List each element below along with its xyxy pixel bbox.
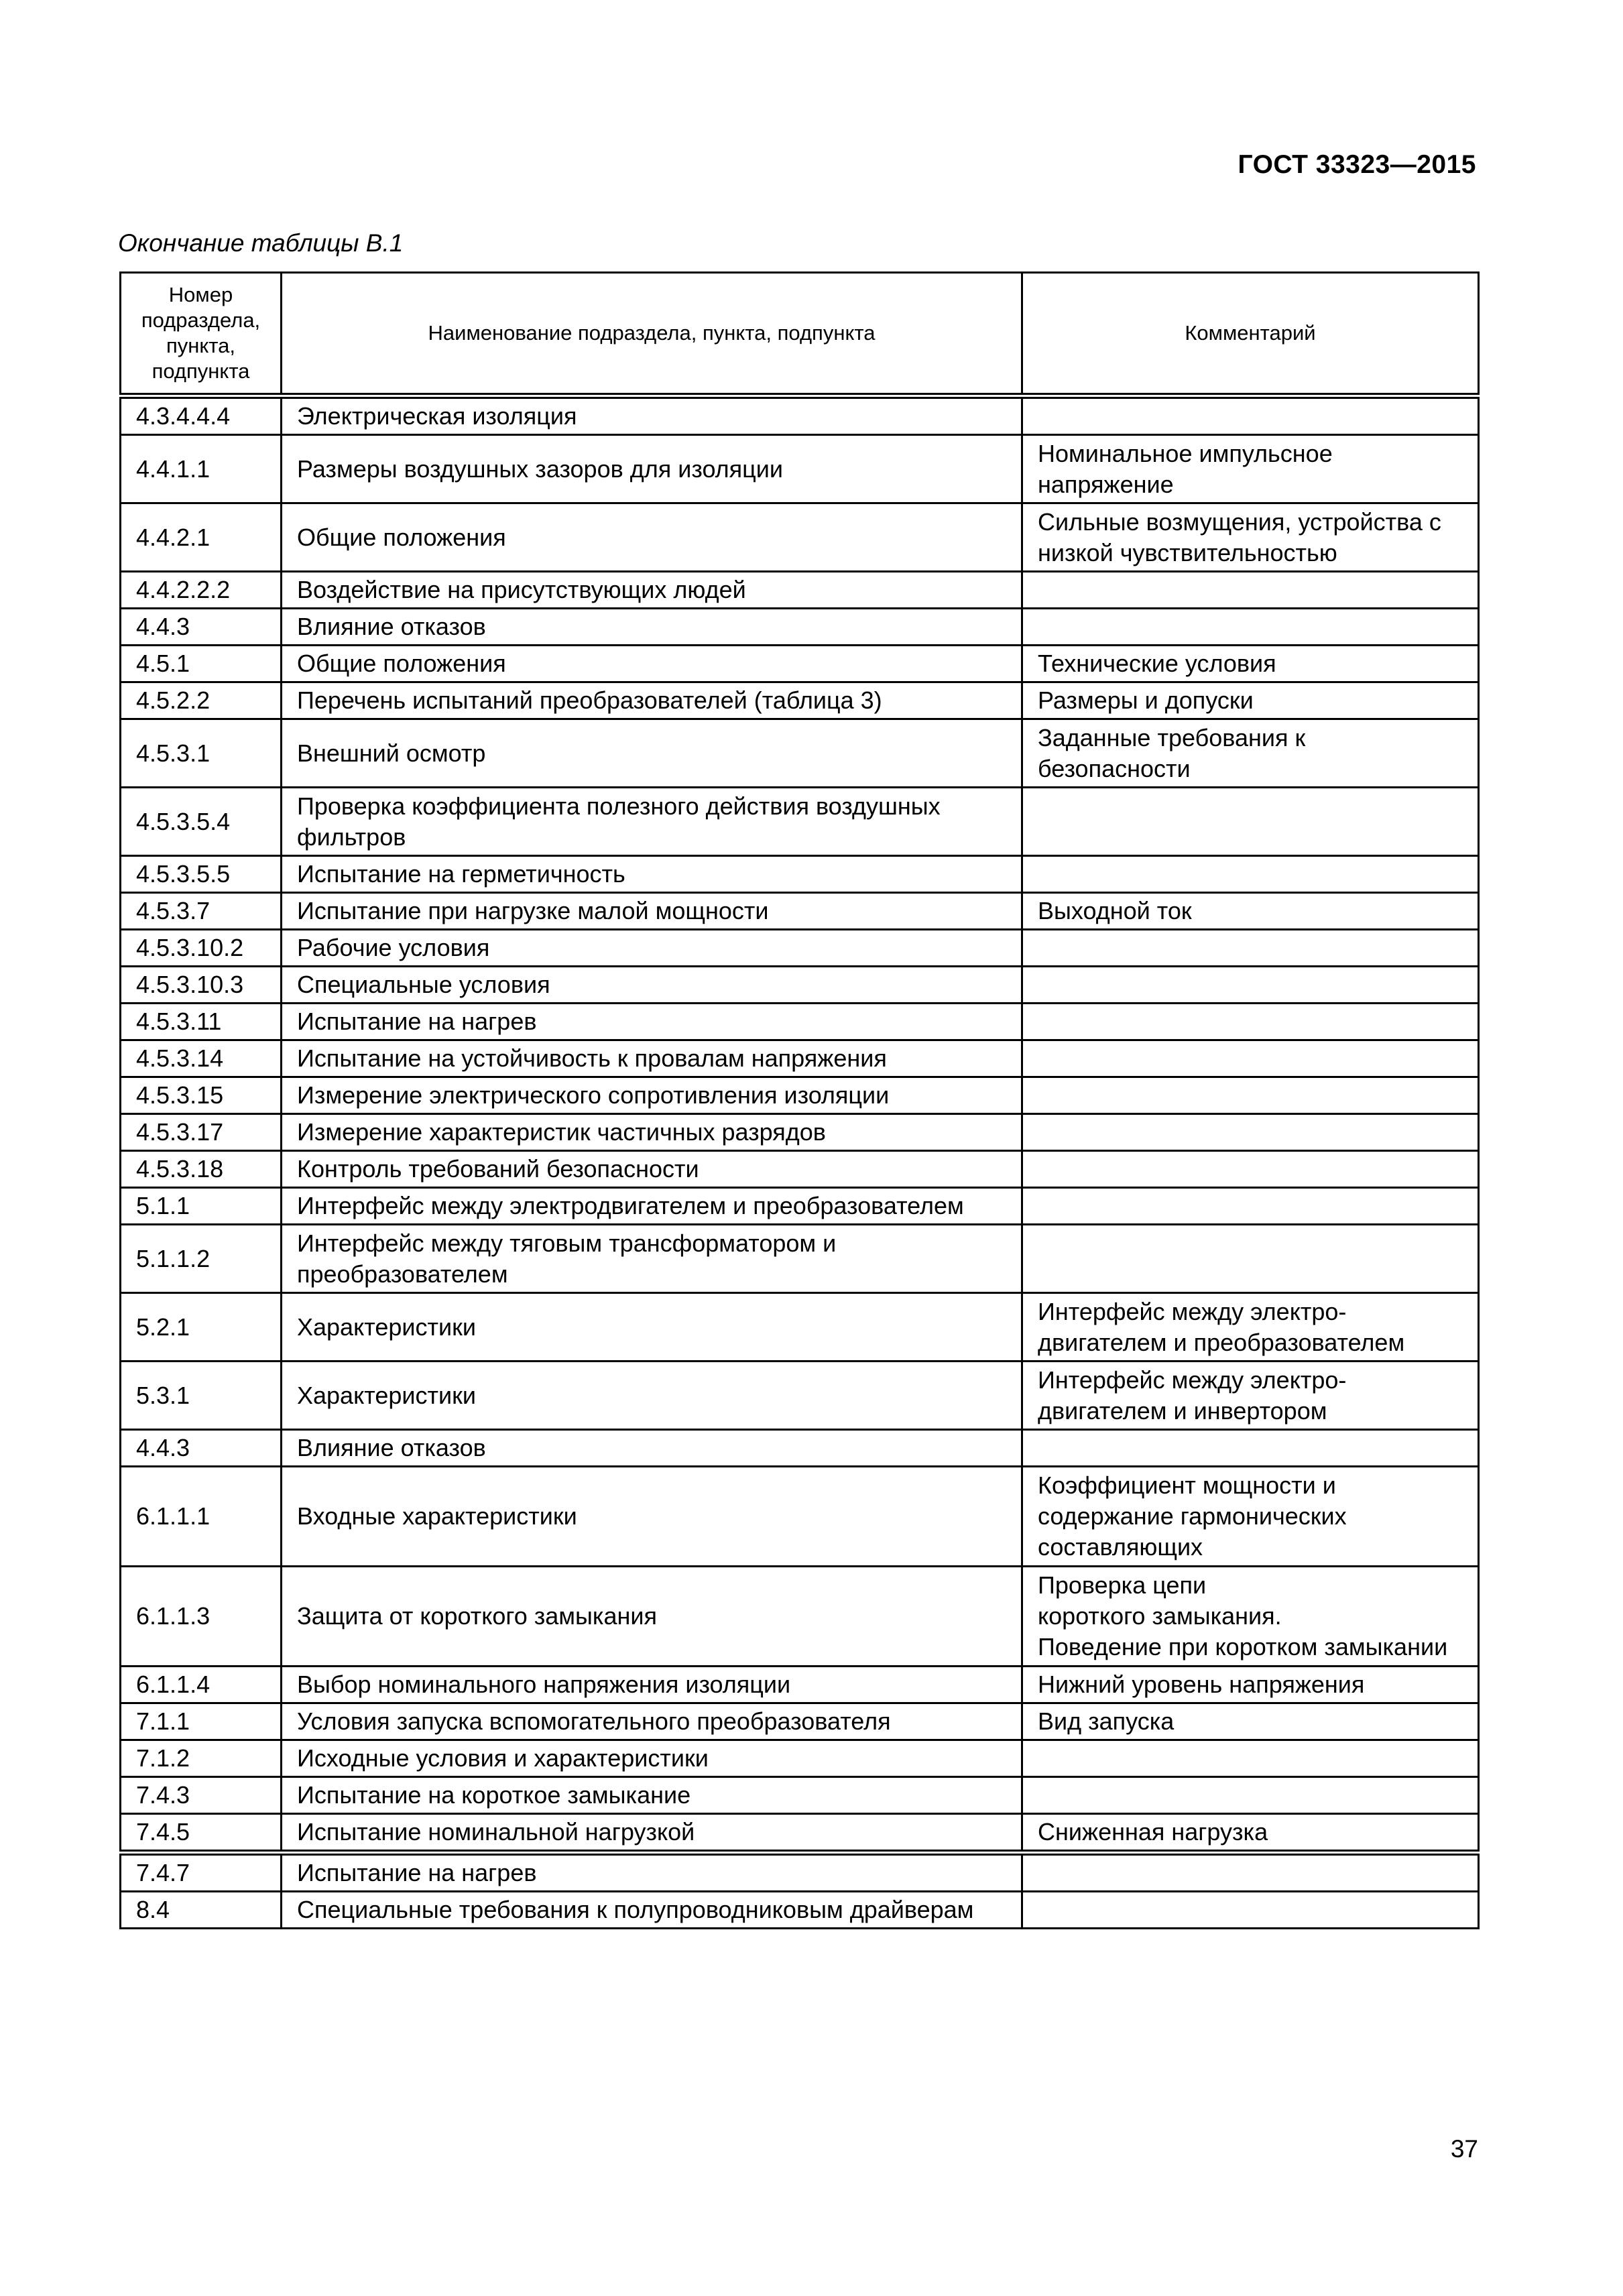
cell-comment	[1022, 609, 1479, 646]
column-header-name: Наименование подраздела, пункта, подпункта	[282, 273, 1022, 396]
cell-section-name: Характеристики	[282, 1362, 1022, 1430]
cell-section-name: Перечень испытаний преобразователей (таблица 3)	[282, 682, 1022, 719]
cell-section-name: Измерение характеристик частичных разрядов	[282, 1114, 1022, 1151]
cell-section-number: 7.1.2	[121, 1740, 282, 1777]
cell-section-number: 4.5.1	[121, 646, 282, 682]
cell-section-number: 5.1.1	[121, 1188, 282, 1225]
cell-section-name: Измерение электрического сопротивления изоляции	[282, 1077, 1022, 1114]
table-row	[121, 1814, 1479, 1853]
table-row	[121, 1667, 1479, 1703]
cell-section-number: 4.4.3	[121, 1430, 282, 1467]
cell-section-number: 4.5.3.10.3	[121, 967, 282, 1004]
cell-section-name: Испытание на короткое замыкание	[282, 1777, 1022, 1814]
cell-comment: Размеры и допуски	[1022, 682, 1479, 719]
cell-section-number: 4.4.3	[121, 609, 282, 646]
cell-comment	[1022, 1740, 1479, 1777]
cell-section-name: Испытание на нагрев	[282, 1004, 1022, 1040]
cell-comment: Номинальное импульсное напряжение	[1022, 435, 1479, 503]
cell-section-name: Характеристики	[282, 1293, 1022, 1362]
cell-section-name: Интерфейс между тяговым трансформатором и преобразователем	[282, 1225, 1022, 1293]
table-body	[121, 396, 1479, 1929]
table-row	[121, 1188, 1479, 1225]
cell-section-number: 7.4.7	[121, 1853, 282, 1892]
table-row	[121, 1467, 1479, 1567]
cell-section-name: Воздействие на присутствующих людей	[282, 572, 1022, 609]
cell-section-name: Защита от короткого замыкания	[282, 1567, 1022, 1667]
table-row	[121, 967, 1479, 1004]
table-row	[121, 646, 1479, 682]
cell-section-name: Испытание на нагрев	[282, 1853, 1022, 1892]
cell-section-name: Испытание номинальной нагрузкой	[282, 1814, 1022, 1853]
cell-section-name: Внешний осмотр	[282, 719, 1022, 788]
table-row	[121, 1293, 1479, 1362]
table-row	[121, 893, 1479, 930]
column-header-comment: Комментарий	[1022, 273, 1479, 396]
cell-section-number: 4.4.1.1	[121, 435, 282, 503]
cell-section-name: Исходные условия и характеристики	[282, 1740, 1022, 1777]
cell-section-name: Электрическая изоляция	[282, 396, 1022, 435]
cell-section-number: 8.4	[121, 1892, 282, 1929]
table-row	[121, 435, 1479, 503]
table-row	[121, 1151, 1479, 1188]
cell-comment	[1022, 788, 1479, 856]
cell-section-name: Влияние отказов	[282, 609, 1022, 646]
cell-section-name: Входные характеристики	[282, 1467, 1022, 1567]
cell-comment: Интерфейс между электро- двигателем и преобразователем	[1022, 1293, 1479, 1362]
cell-comment	[1022, 1892, 1479, 1929]
table-row	[121, 1077, 1479, 1114]
cell-section-name: Испытание на устойчивость к провалам напряжения	[282, 1040, 1022, 1077]
cell-comment	[1022, 1430, 1479, 1467]
table-row	[121, 572, 1479, 609]
cell-section-name: Условия запуска вспомогательного преобразователя	[282, 1703, 1022, 1740]
cell-section-number: 6.1.1.3	[121, 1567, 282, 1667]
cell-section-number: 5.1.1.2	[121, 1225, 282, 1293]
cell-comment	[1022, 930, 1479, 967]
table-row	[121, 1703, 1479, 1740]
cell-section-name: Интерфейс между электродвигателем и преобразователем	[282, 1188, 1022, 1225]
cell-comment: Заданные требования к безопасности	[1022, 719, 1479, 788]
cell-section-name: Испытание на герметичность	[282, 856, 1022, 893]
cell-comment: Нижний уровень напряжения	[1022, 1667, 1479, 1703]
cell-comment	[1022, 396, 1479, 435]
cell-comment	[1022, 1225, 1479, 1293]
cell-comment	[1022, 1188, 1479, 1225]
cell-section-number: 4.5.2.2	[121, 682, 282, 719]
cell-comment	[1022, 1853, 1479, 1892]
table-header-row	[121, 273, 1479, 396]
cell-comment: Сильные возмущения, устройства с низкой чувствительностью	[1022, 503, 1479, 572]
table-caption: Окончание таблицы В.1	[118, 229, 404, 257]
cell-section-number: 5.3.1	[121, 1362, 282, 1430]
cell-section-number: 4.5.3.18	[121, 1151, 282, 1188]
table-row	[121, 1567, 1479, 1667]
cell-section-number: 4.5.3.1	[121, 719, 282, 788]
cell-comment: Проверка цепи короткого замыкания. Поведение при коротком замыкании	[1022, 1567, 1479, 1667]
cell-section-name: Проверка коэффициента полезного действия воздушных фильтров	[282, 788, 1022, 856]
cell-section-number: 4.5.3.7	[121, 893, 282, 930]
cell-section-number: 4.4.2.1	[121, 503, 282, 572]
cell-section-number: 7.4.5	[121, 1814, 282, 1853]
cell-comment	[1022, 856, 1479, 893]
cell-section-name: Общие положения	[282, 646, 1022, 682]
table-row	[121, 1004, 1479, 1040]
document-code: ГОСТ 33323—2015	[1238, 150, 1476, 179]
cell-comment	[1022, 572, 1479, 609]
table-row	[121, 930, 1479, 967]
cell-comment: Интерфейс между электро- двигателем и инвертором	[1022, 1362, 1479, 1430]
cell-comment	[1022, 1777, 1479, 1814]
cell-comment	[1022, 1077, 1479, 1114]
cell-section-name: Выбор номинального напряжения изоляции	[282, 1667, 1022, 1703]
table-row	[121, 1040, 1479, 1077]
table-row	[121, 1362, 1479, 1430]
table-row	[121, 1430, 1479, 1467]
cell-section-number: 4.3.4.4.4	[121, 396, 282, 435]
cell-section-name: Специальные условия	[282, 967, 1022, 1004]
cell-section-number: 6.1.1.1	[121, 1467, 282, 1567]
cell-section-number: 4.5.3.5.4	[121, 788, 282, 856]
cell-section-name: Влияние отказов	[282, 1430, 1022, 1467]
table-row	[121, 1225, 1479, 1293]
cell-section-name: Испытание при нагрузке малой мощности	[282, 893, 1022, 930]
table-row	[121, 396, 1479, 435]
cell-comment	[1022, 1151, 1479, 1188]
cell-section-number: 7.4.3	[121, 1777, 282, 1814]
cell-comment: Сниженная нагрузка	[1022, 1814, 1479, 1853]
cell-comment	[1022, 1004, 1479, 1040]
cell-section-number: 7.1.1	[121, 1703, 282, 1740]
table-row	[121, 856, 1479, 893]
cell-comment: Коэффициент мощности и содержание гармонических составляющих	[1022, 1467, 1479, 1567]
table-row	[121, 719, 1479, 788]
table-row	[121, 503, 1479, 572]
cell-comment: Технические условия	[1022, 646, 1479, 682]
table-row	[121, 609, 1479, 646]
cell-comment: Выходной ток	[1022, 893, 1479, 930]
cell-section-name: Размеры воздушных зазоров для изоляции	[282, 435, 1022, 503]
cell-section-name: Общие положения	[282, 503, 1022, 572]
cell-section-name: Рабочие условия	[282, 930, 1022, 967]
table-row	[121, 1740, 1479, 1777]
page-number: 37	[1450, 2135, 1478, 2163]
cell-section-name: Контроль требований безопасности	[282, 1151, 1022, 1188]
cell-section-number: 6.1.1.4	[121, 1667, 282, 1703]
column-header-number: Номер подраздела, пункта, подпункта	[121, 273, 282, 396]
cell-section-number: 4.5.3.15	[121, 1077, 282, 1114]
cell-section-number: 5.2.1	[121, 1293, 282, 1362]
table-row	[121, 1777, 1479, 1814]
cell-section-number: 4.5.3.17	[121, 1114, 282, 1151]
cell-comment: Вид запуска	[1022, 1703, 1479, 1740]
table-row	[121, 788, 1479, 856]
sections-table	[119, 271, 1480, 1929]
table-row	[121, 1853, 1479, 1892]
cell-section-number: 4.5.3.14	[121, 1040, 282, 1077]
cell-section-number: 4.4.2.2.2	[121, 572, 282, 609]
table-row	[121, 1114, 1479, 1151]
cell-section-number: 4.5.3.10.2	[121, 930, 282, 967]
cell-section-number: 4.5.3.5.5	[121, 856, 282, 893]
cell-section-number: 4.5.3.11	[121, 1004, 282, 1040]
cell-comment	[1022, 967, 1479, 1004]
cell-comment	[1022, 1114, 1479, 1151]
cell-section-name: Специальные требования к полупроводниковым драйверам	[282, 1892, 1022, 1929]
cell-comment	[1022, 1040, 1479, 1077]
table-row	[121, 682, 1479, 719]
table-row	[121, 1892, 1479, 1929]
